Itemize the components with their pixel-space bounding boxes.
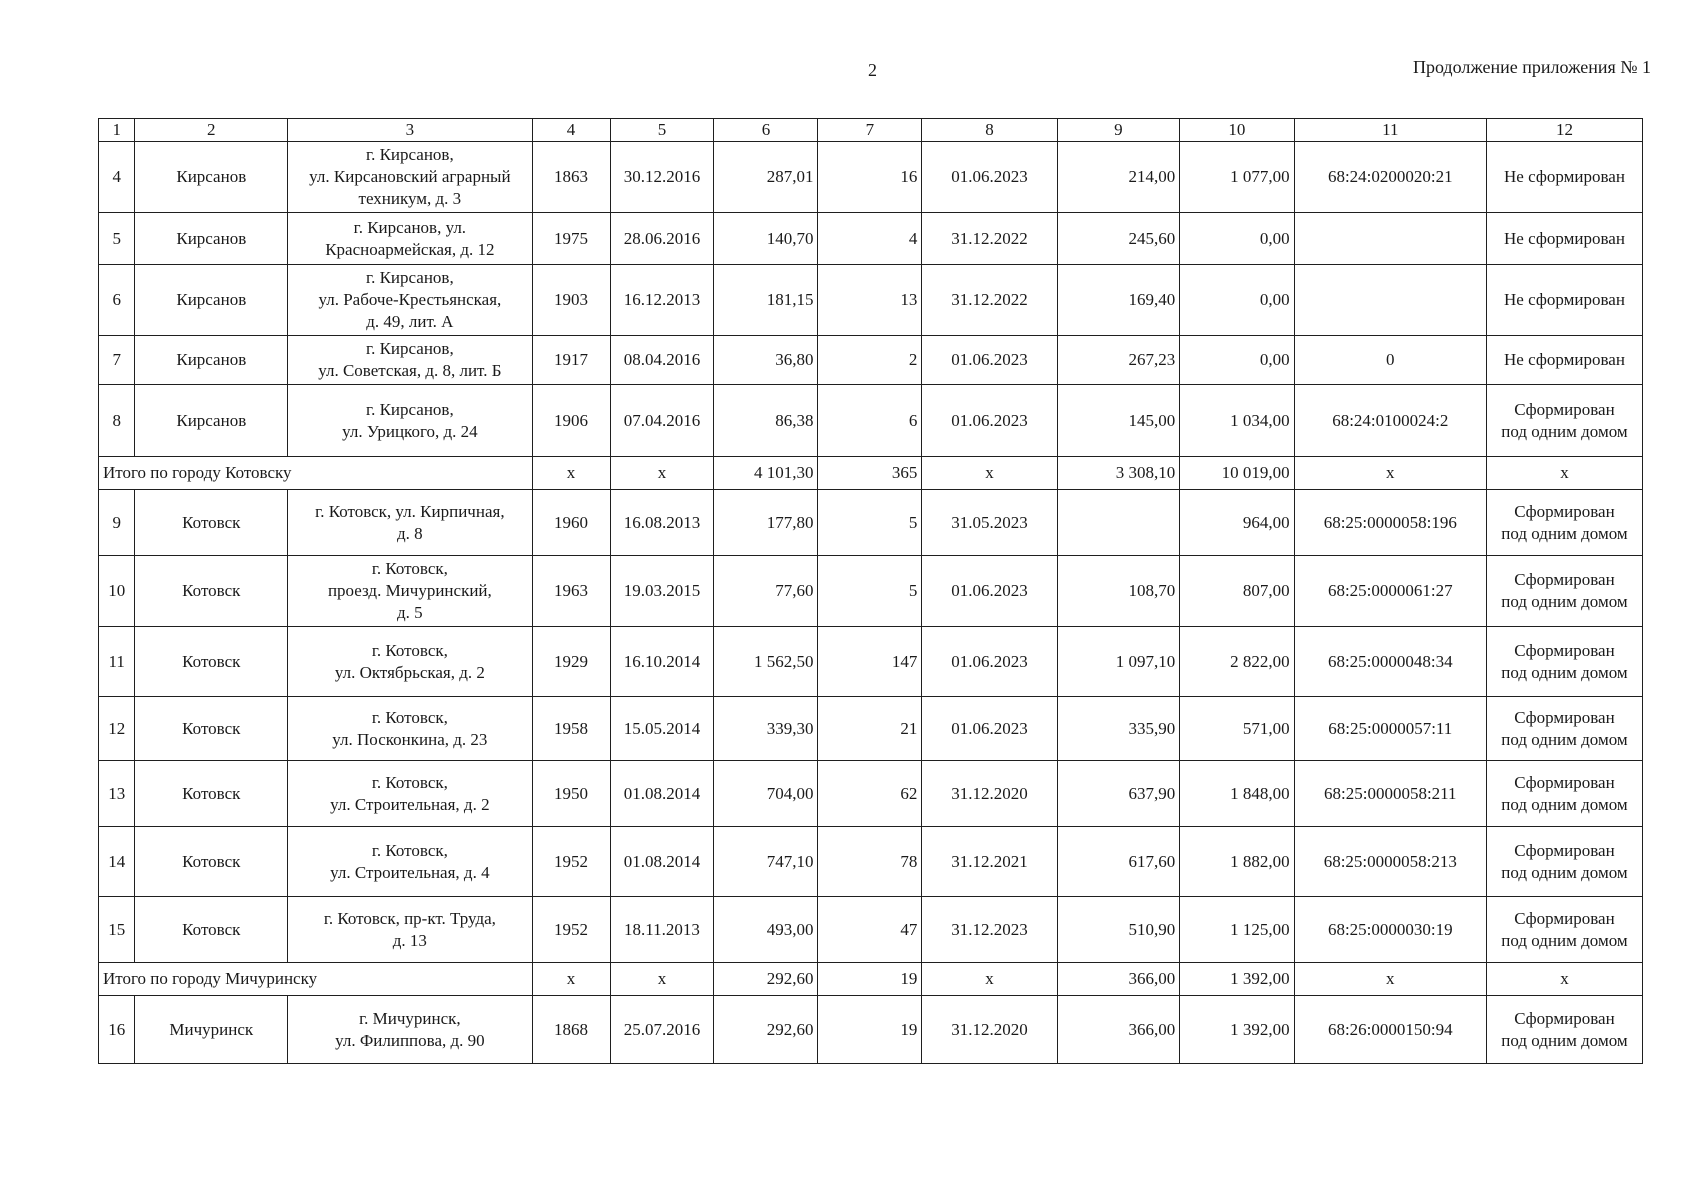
cell-date: 08.04.2016 [610,336,714,385]
cell-area: 140,70 [714,213,818,265]
cell-residents: 16 [818,142,922,213]
subtotal-area: 292,60 [714,963,818,996]
cell-area: 287,01 [714,142,818,213]
cell-date: 16.08.2013 [610,490,714,556]
cell-deadline: 31.12.2020 [922,996,1057,1064]
cell-land-status: Сформирован под одним домом [1486,897,1642,963]
cell-cadastral: 0 [1294,336,1486,385]
cell-city: Котовск [135,697,288,761]
cell-city: Кирсанов [135,213,288,265]
cell-date: 18.11.2013 [610,897,714,963]
cell-cadastral [1294,265,1486,336]
cell-residents: 78 [818,827,922,897]
cell-land-status: Сформирован под одним домом [1486,827,1642,897]
cell-area: 339,30 [714,697,818,761]
cell-year: 1903 [532,265,610,336]
cell-cost: 1 034,00 [1180,385,1294,457]
cell-area: 177,80 [714,490,818,556]
cell-city: Котовск [135,827,288,897]
cell-city: Котовск [135,490,288,556]
cell-area-2: 214,00 [1057,142,1180,213]
cell-residents: 2 [818,336,922,385]
cell-cadastral: 68:24:0200020:21 [1294,142,1486,213]
appendix-continuation-label: Продолжение приложения № 1 [1412,57,1651,77]
cell-area-2: 637,90 [1057,761,1180,827]
cell-cost: 1 882,00 [1180,827,1294,897]
column-number-7: 7 [818,119,922,142]
subtotal-date: x [610,963,714,996]
cell-deadline: 31.12.2021 [922,827,1057,897]
table-row [99,697,1643,761]
cell-area: 36,80 [714,336,818,385]
column-number-3: 3 [288,119,532,142]
cell-deadline: 01.06.2023 [922,142,1057,213]
cell-cost: 2 822,00 [1180,627,1294,697]
cell-land-status: Сформирован под одним домом [1486,697,1642,761]
subtotal-area-2: 3 308,10 [1057,457,1180,490]
cell-num: 9 [99,490,135,556]
cell-address: г. Котовск, пр-кт. Труда, д. 13 [288,897,532,963]
subtotal-residents: 19 [818,963,922,996]
table-row [99,827,1643,897]
cell-area: 1 562,50 [714,627,818,697]
subtotal-area: 4 101,30 [714,457,818,490]
cell-city: Котовск [135,556,288,627]
subtotal-cost: 10 019,00 [1180,457,1294,490]
column-number-8: 8 [922,119,1057,142]
cell-deadline: 01.06.2023 [922,627,1057,697]
subtotal-area-2: 366,00 [1057,963,1180,996]
cell-area: 77,60 [714,556,818,627]
cell-address: г. Мичуринск, ул. Филиппова, д. 90 [288,996,532,1064]
cell-land-status: Не сформирован [1486,213,1642,265]
cell-cadastral: 68:25:0000057:11 [1294,697,1486,761]
cell-date: 25.07.2016 [610,996,714,1064]
cell-cadastral: 68:26:0000150:94 [1294,996,1486,1064]
table-row [99,490,1643,556]
cell-deadline: 31.12.2022 [922,213,1057,265]
cell-cost: 807,00 [1180,556,1294,627]
cell-area: 747,10 [714,827,818,897]
cell-area: 181,15 [714,265,818,336]
cell-residents: 13 [818,265,922,336]
cell-year: 1906 [532,385,610,457]
cell-cost: 0,00 [1180,213,1294,265]
cell-land-status: Сформирован под одним домом [1486,761,1642,827]
cell-date: 16.10.2014 [610,627,714,697]
cell-area-2: 335,90 [1057,697,1180,761]
subtotal-deadline: x [922,457,1057,490]
subtotal-label: Итого по городу Котовску [99,457,533,490]
cell-city: Мичуринск [135,996,288,1064]
table-row [99,336,1643,385]
table-row [99,385,1643,457]
subtotal-year: x [532,457,610,490]
cell-year: 1863 [532,142,610,213]
cell-residents: 47 [818,897,922,963]
cell-date: 15.05.2014 [610,697,714,761]
cell-cost: 571,00 [1180,697,1294,761]
cell-year: 1960 [532,490,610,556]
column-number-12: 12 [1486,119,1642,142]
cell-residents: 19 [818,996,922,1064]
column-number-1: 1 [99,119,135,142]
cell-land-status: Сформирован под одним домом [1486,627,1642,697]
cell-year: 1958 [532,697,610,761]
column-number-4: 4 [532,119,610,142]
cell-address: г. Котовск, ул. Строительная, д. 4 [288,827,532,897]
cell-deadline: 01.06.2023 [922,336,1057,385]
column-number-6: 6 [714,119,818,142]
cell-land-status: Сформирован под одним домом [1486,385,1642,457]
subtotal-date: x [610,457,714,490]
subtotal-row [99,963,1643,996]
subtotal-land-status: x [1486,963,1642,996]
cell-address: г. Кирсанов, ул. Красноармейская, д. 12 [288,213,532,265]
cell-land-status: Не сформирован [1486,265,1642,336]
column-number-10: 10 [1180,119,1294,142]
cell-deadline: 31.05.2023 [922,490,1057,556]
cell-deadline: 31.12.2022 [922,265,1057,336]
cell-num: 7 [99,336,135,385]
column-number-11: 11 [1294,119,1486,142]
cell-address: г. Котовск, ул. Строительная, д. 2 [288,761,532,827]
subtotal-year: x [532,963,610,996]
cell-deadline: 01.06.2023 [922,697,1057,761]
cell-address: г. Кирсанов, ул. Рабоче-Крестьянская, д. 49, лит. А [288,265,532,336]
cell-area: 493,00 [714,897,818,963]
cell-year: 1952 [532,827,610,897]
cell-year: 1917 [532,336,610,385]
cell-num: 16 [99,996,135,1064]
subtotal-cost: 1 392,00 [1180,963,1294,996]
cell-cadastral [1294,213,1486,265]
cell-year: 1950 [532,761,610,827]
subtotal-cadastral: x [1294,457,1486,490]
header-row [99,119,1643,142]
table-row [99,213,1643,265]
cell-year: 1963 [532,556,610,627]
cell-residents: 5 [818,490,922,556]
cell-land-status: Не сформирован [1486,336,1642,385]
cell-num: 11 [99,627,135,697]
page-number: 2 [868,60,877,80]
cell-address: г. Котовск, проезд. Мичуринский, д. 5 [288,556,532,627]
cell-city: Кирсанов [135,385,288,457]
cell-cost: 1 125,00 [1180,897,1294,963]
cell-area: 86,38 [714,385,818,457]
cell-num: 4 [99,142,135,213]
table-row [99,627,1643,697]
cell-area-2: 366,00 [1057,996,1180,1064]
cell-residents: 21 [818,697,922,761]
cell-date: 28.06.2016 [610,213,714,265]
table-row [99,761,1643,827]
column-number-2: 2 [135,119,288,142]
table-row [99,996,1643,1064]
table-row [99,142,1643,213]
cell-num: 8 [99,385,135,457]
cell-area: 704,00 [714,761,818,827]
table-row [99,265,1643,336]
cell-area-2 [1057,490,1180,556]
cell-year: 1952 [532,897,610,963]
cell-date: 07.04.2016 [610,385,714,457]
cell-area-2: 617,60 [1057,827,1180,897]
cell-cadastral: 68:25:0000048:34 [1294,627,1486,697]
subtotal-cadastral: x [1294,963,1486,996]
cell-address: г. Кирсанов, ул. Урицкого, д. 24 [288,385,532,457]
cell-land-status: Не сформирован [1486,142,1642,213]
cell-land-status: Сформирован под одним домом [1486,490,1642,556]
subtotal-residents: 365 [818,457,922,490]
cell-year: 1868 [532,996,610,1064]
cell-land-status: Сформирован под одним домом [1486,556,1642,627]
column-number-5: 5 [610,119,714,142]
cell-num: 6 [99,265,135,336]
table-row [99,556,1643,627]
cell-area-2: 267,23 [1057,336,1180,385]
cell-residents: 4 [818,213,922,265]
cell-city: Кирсанов [135,336,288,385]
cell-cadastral: 68:25:0000058:213 [1294,827,1486,897]
subtotal-land-status: x [1486,457,1642,490]
cell-cost: 0,00 [1180,336,1294,385]
cell-cost: 0,00 [1180,265,1294,336]
table-row [99,897,1643,963]
cell-city: Кирсанов [135,265,288,336]
cell-num: 15 [99,897,135,963]
cell-city: Котовск [135,627,288,697]
cell-address: г. Кирсанов, ул. Советская, д. 8, лит. Б [288,336,532,385]
cell-address: г. Кирсанов, ул. Кирсановский аграрный техникум, д. 3 [288,142,532,213]
cell-date: 19.03.2015 [610,556,714,627]
cell-year: 1975 [532,213,610,265]
cell-cadastral: 68:25:0000061:27 [1294,556,1486,627]
cell-cadastral: 68:25:0000058:211 [1294,761,1486,827]
cell-deadline: 01.06.2023 [922,556,1057,627]
cell-cadastral: 68:25:0000030:19 [1294,897,1486,963]
cell-area-2: 169,40 [1057,265,1180,336]
cell-address: г. Котовск, ул. Кирпичная, д. 8 [288,490,532,556]
cell-date: 16.12.2013 [610,265,714,336]
cell-date: 01.08.2014 [610,827,714,897]
cell-date: 30.12.2016 [610,142,714,213]
cell-city: Кирсанов [135,142,288,213]
cell-cost: 1 392,00 [1180,996,1294,1064]
cell-city: Котовск [135,761,288,827]
cell-residents: 62 [818,761,922,827]
cell-cadastral: 68:24:0100024:2 [1294,385,1486,457]
cell-land-status: Сформирован под одним домом [1486,996,1642,1064]
cell-num: 14 [99,827,135,897]
cell-deadline: 31.12.2020 [922,761,1057,827]
cell-area-2: 1 097,10 [1057,627,1180,697]
column-number-9: 9 [1057,119,1180,142]
cell-deadline: 01.06.2023 [922,385,1057,457]
cell-area: 292,60 [714,996,818,1064]
cell-year: 1929 [532,627,610,697]
cell-area-2: 145,00 [1057,385,1180,457]
cell-address: г. Котовск, ул. Октябрьская, д. 2 [288,627,532,697]
cell-area-2: 245,60 [1057,213,1180,265]
cell-num: 5 [99,213,135,265]
cell-num: 13 [99,761,135,827]
cell-cost: 1 077,00 [1180,142,1294,213]
cell-residents: 147 [818,627,922,697]
cell-num: 10 [99,556,135,627]
subtotal-row [99,457,1643,490]
cell-cadastral: 68:25:0000058:196 [1294,490,1486,556]
cell-residents: 5 [818,556,922,627]
subtotal-label: Итого по городу Мичуринску [99,963,533,996]
cell-cost: 1 848,00 [1180,761,1294,827]
cell-address: г. Котовск, ул. Посконкина, д. 23 [288,697,532,761]
cell-date: 01.08.2014 [610,761,714,827]
cell-area-2: 510,90 [1057,897,1180,963]
cell-area-2: 108,70 [1057,556,1180,627]
cell-city: Котовск [135,897,288,963]
cell-cost: 964,00 [1180,490,1294,556]
cell-deadline: 31.12.2023 [922,897,1057,963]
housing-register-table [98,118,1643,1064]
cell-num: 12 [99,697,135,761]
subtotal-deadline: x [922,963,1057,996]
cell-residents: 6 [818,385,922,457]
